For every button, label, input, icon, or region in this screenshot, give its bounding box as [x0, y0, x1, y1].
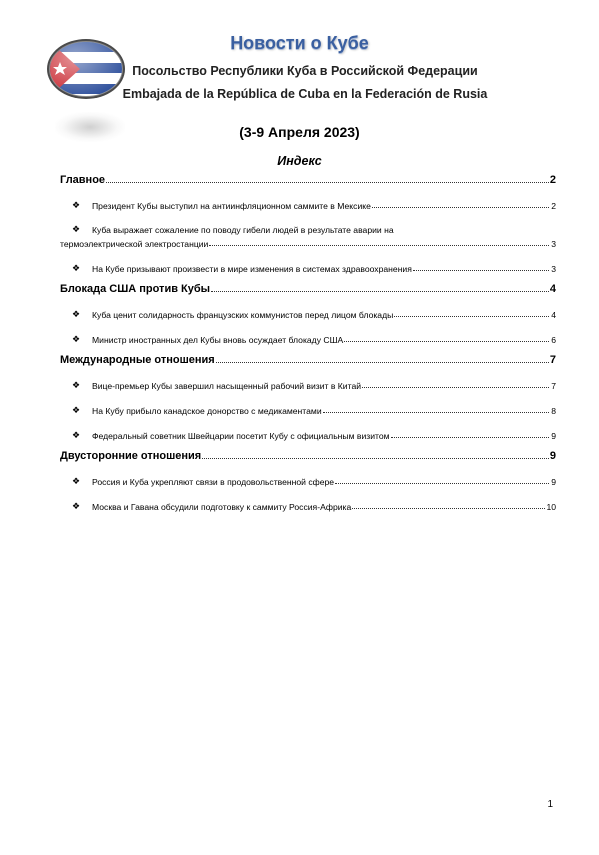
- toc-page-number: 9: [551, 431, 556, 441]
- dot-leader: [335, 482, 549, 484]
- bullet-diamond-icon: ❖: [72, 334, 81, 344]
- toc-item[interactable]: [60, 331, 556, 345]
- toc-item-text: На Кубе призывают произвести в мире изменения в системах здравоохранения: [92, 264, 412, 274]
- toc-item-text: Министр иностранных дел Кубы вновь осуждает блокаду США: [92, 335, 344, 345]
- toc-item-text-continued: термоэлектрической электростанции: [60, 239, 209, 249]
- toc-item-text: Москва и Гавана обсудили подготовку к саммиту Россия-Африка: [92, 502, 352, 512]
- toc-item[interactable]: [60, 427, 556, 441]
- toc-item[interactable]: [60, 222, 556, 249]
- toc-item[interactable]: [60, 473, 556, 487]
- toc-item[interactable]: [60, 260, 556, 274]
- dot-leader: [202, 457, 549, 459]
- toc-section-title: Блокада США против Кубы: [60, 283, 211, 295]
- toc-item-text: На Кубу прибыло канадское донорство с медикаментами: [92, 406, 322, 416]
- index-heading: Индекс: [277, 154, 322, 168]
- toc-item-text: Куба выражает сожаление по поводу гибели людей в результате аварии на: [92, 225, 394, 235]
- toc-section-title: Двусторонние отношения: [60, 450, 202, 462]
- toc-item[interactable]: [60, 402, 556, 416]
- toc-item-text: Президент Кубы выступил на антиинфляционном саммите в Мексике: [92, 201, 371, 211]
- toc-item[interactable]: [60, 306, 556, 320]
- toc-page-number: 4: [551, 310, 556, 320]
- toc-item[interactable]: [60, 197, 556, 211]
- bullet-diamond-icon: ❖: [72, 200, 81, 210]
- toc-item-text: Вице-премьер Кубы завершил насыщенный рабочий визит в Китай: [92, 381, 362, 391]
- dot-leader: [209, 244, 549, 246]
- embassy-name-es: Embajada de la República de Cuba en la Federación de Rusia: [122, 87, 488, 101]
- toc-page-number: 9: [549, 450, 556, 462]
- dot-leader: [352, 507, 545, 509]
- bullet-diamond-icon: ❖: [72, 476, 81, 486]
- toc-page-number: 7: [551, 381, 556, 391]
- bullet-diamond-icon: ❖: [72, 501, 81, 511]
- dot-leader: [323, 411, 549, 413]
- toc-item-text: Федеральный советник Швейцарии посетит Кубу с официальным визитом: [92, 431, 390, 441]
- dot-leader: [106, 181, 549, 183]
- toc-item[interactable]: [60, 377, 556, 391]
- toc-section-blockade[interactable]: [60, 279, 556, 295]
- page-number: 1: [547, 799, 553, 810]
- toc-section-main[interactable]: [60, 170, 556, 186]
- toc-section-international[interactable]: [60, 350, 556, 366]
- table-of-contents: [60, 168, 556, 512]
- dot-leader: [216, 361, 549, 363]
- toc-page-number: 4: [549, 283, 556, 295]
- toc-section-title: Международные отношения: [60, 354, 215, 366]
- toc-page-number: 8: [551, 406, 556, 416]
- dot-leader: [391, 436, 549, 438]
- bullet-diamond-icon: ❖: [72, 224, 81, 234]
- toc-page-number: 2: [549, 174, 556, 186]
- toc-item-text: Россия и Куба укрепляют связи в продовольственной сфере: [92, 477, 335, 487]
- dot-leader: [394, 315, 549, 317]
- bullet-diamond-icon: ❖: [72, 263, 81, 273]
- toc-page-number: 3: [551, 239, 556, 249]
- toc-page-number: 7: [549, 354, 556, 366]
- embassy-name-ru: Посольство Республики Куба в Российской Федерации: [132, 64, 478, 78]
- toc-item[interactable]: [60, 498, 556, 512]
- dot-leader: [211, 290, 549, 292]
- dot-leader: [344, 340, 549, 342]
- dot-leader: [413, 269, 549, 271]
- toc-page-number: 10: [546, 502, 556, 512]
- toc-section-title: Главное: [60, 174, 106, 186]
- toc-section-bilateral[interactable]: [60, 446, 556, 462]
- toc-page-number: 3: [551, 264, 556, 274]
- toc-page-number: 9: [551, 477, 556, 487]
- toc-item-text: Куба ценит солидарность французских коммунистов перед лицом блокады: [92, 310, 394, 320]
- dot-leader: [362, 386, 549, 388]
- page-title: Новости о Кубе: [230, 33, 369, 53]
- toc-page-number: 2: [551, 201, 556, 211]
- bullet-diamond-icon: ❖: [72, 430, 81, 440]
- bullet-diamond-icon: ❖: [72, 380, 81, 390]
- bullet-diamond-icon: ❖: [72, 405, 81, 415]
- toc-page-number: 6: [551, 335, 556, 345]
- date-range: (3-9 Апреля 2023): [239, 124, 360, 140]
- bullet-diamond-icon: ❖: [72, 309, 81, 319]
- dot-leader: [372, 206, 549, 208]
